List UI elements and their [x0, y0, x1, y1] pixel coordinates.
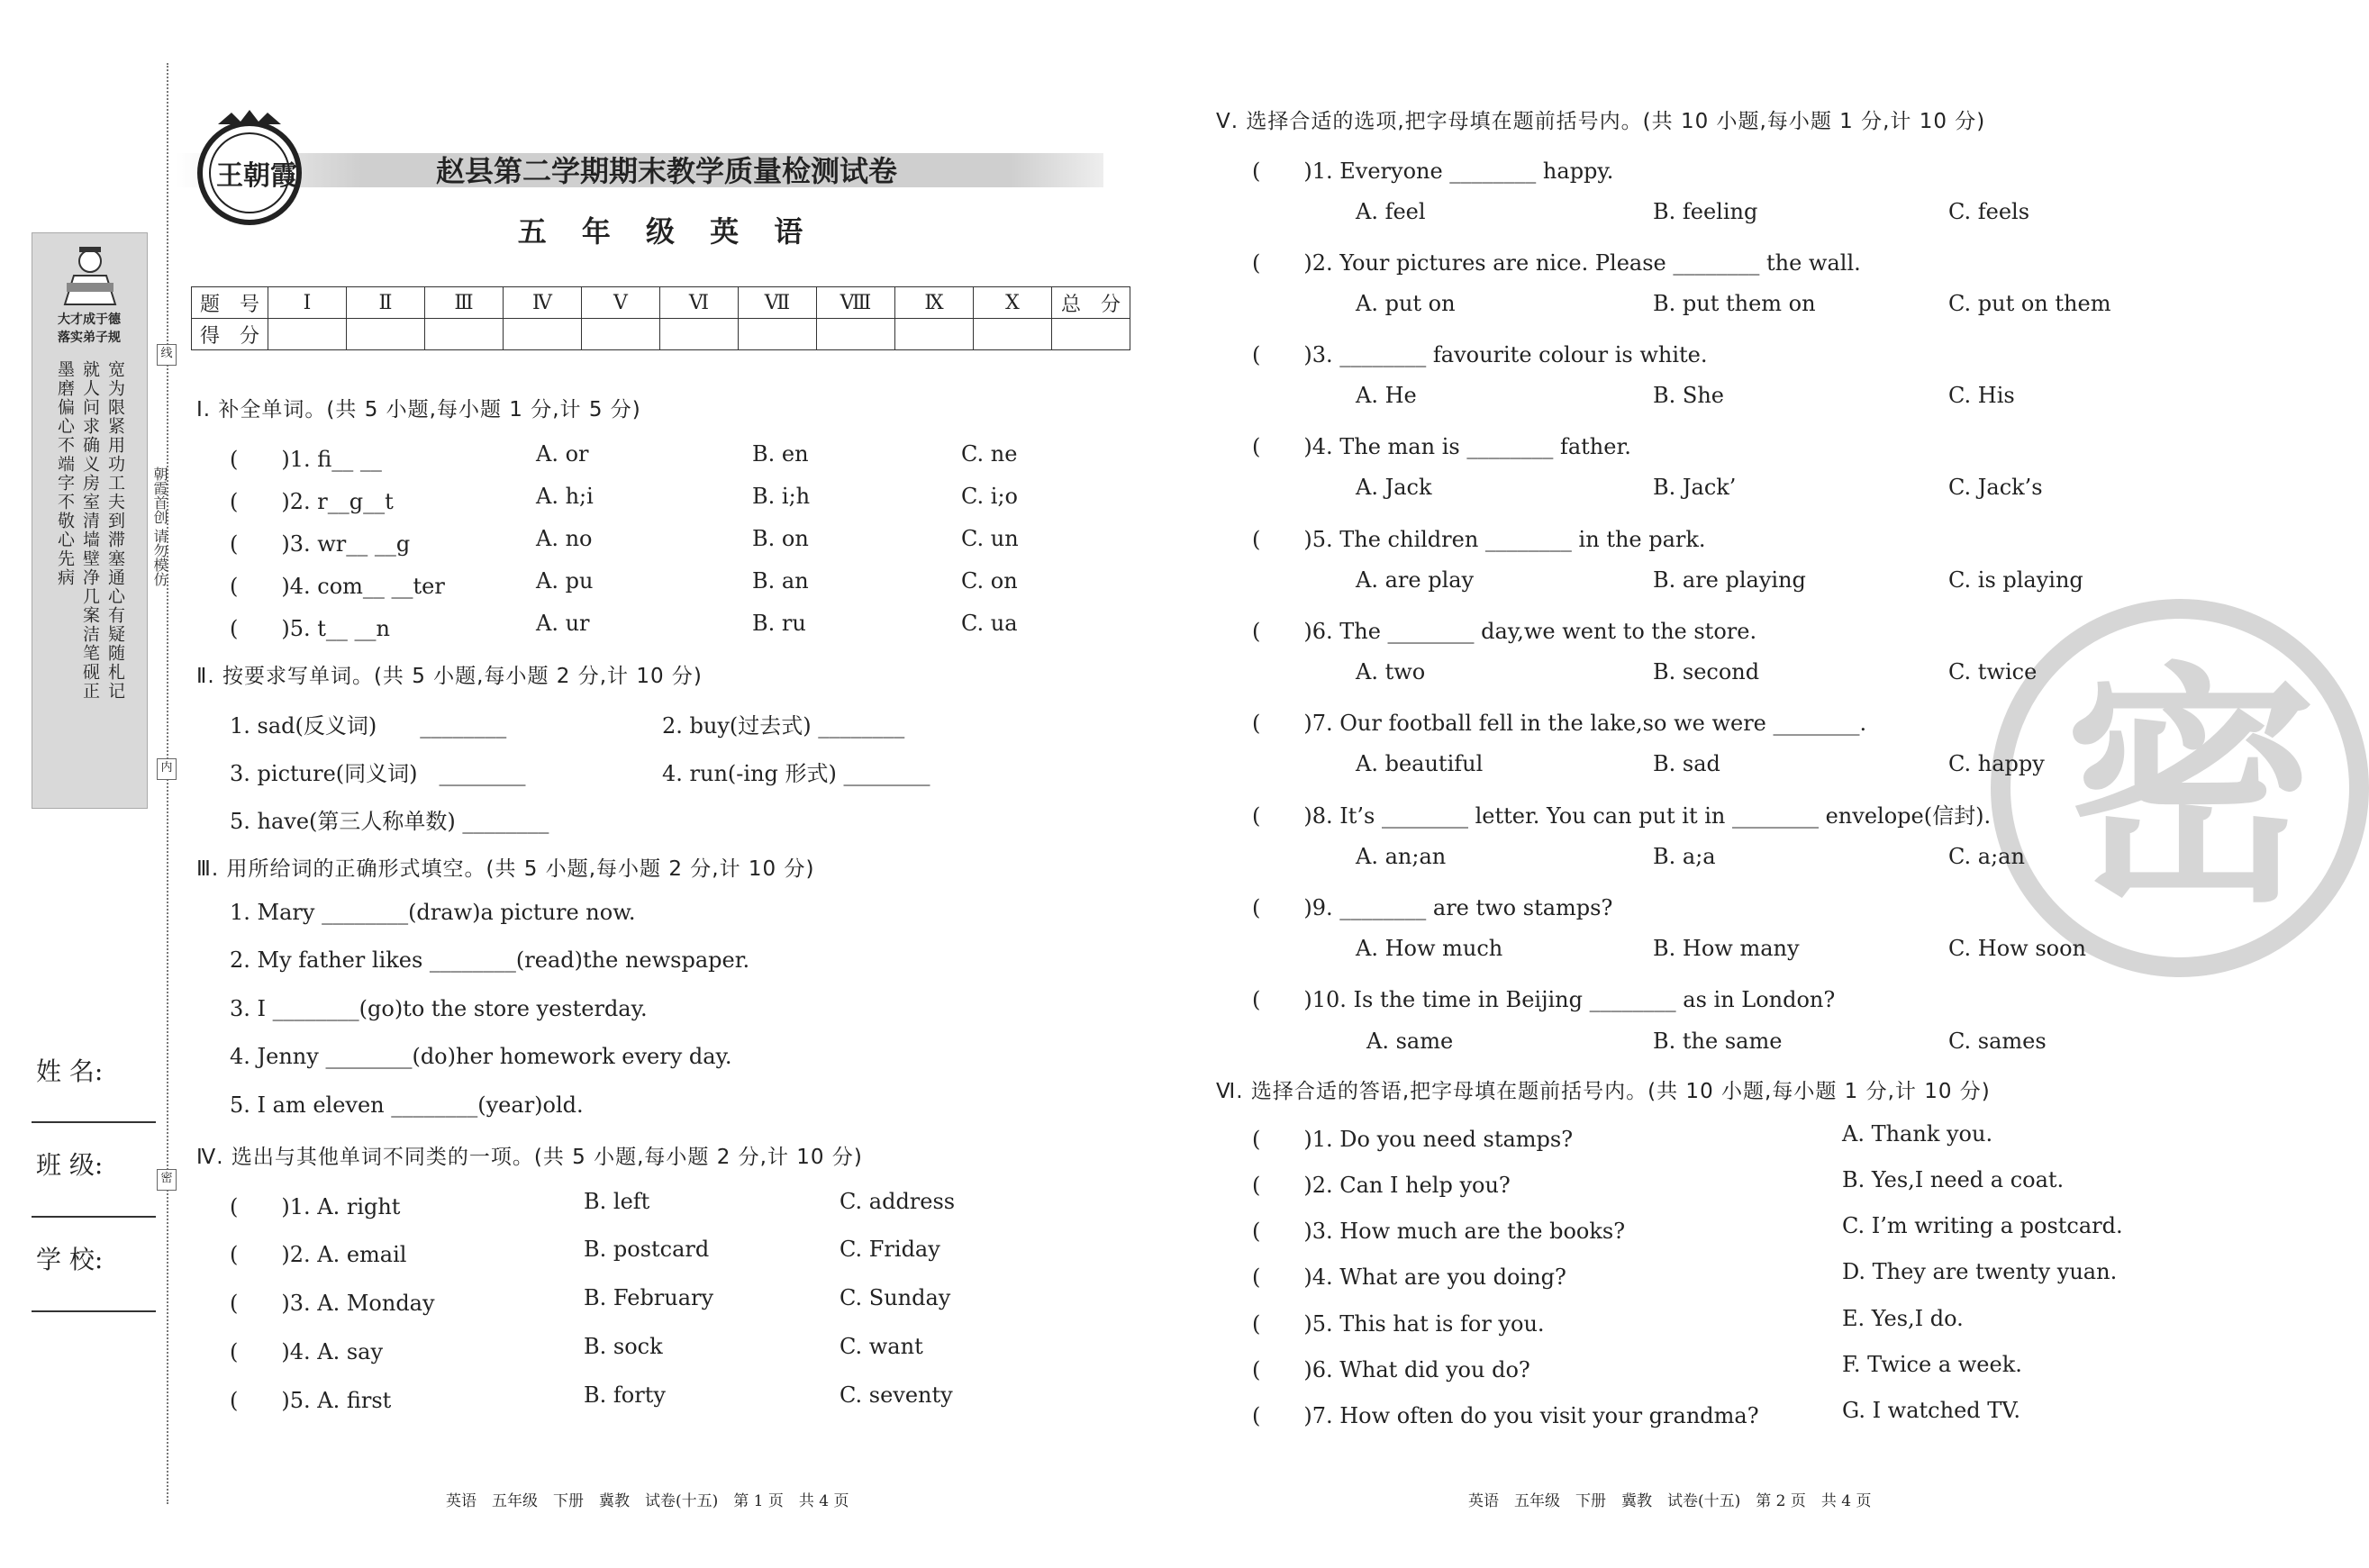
option-c: C. feels: [1948, 199, 2030, 224]
table-cell: Ⅱ: [347, 287, 425, 319]
score-table: [191, 286, 1130, 350]
option-c: C. a;an: [1948, 844, 2025, 869]
section-4-title: Ⅳ. 选出与其他单词不同类的一项。(共 5 小题,每小题 2 分,计 10 分): [196, 1146, 863, 1169]
section-3-title: Ⅲ. 用所给词的正确形式填空。(共 5 小题,每小题 2 分,计 10 分): [196, 857, 815, 881]
option-b: B. February: [584, 1285, 714, 1310]
logo-text: 王朝霞: [216, 160, 297, 192]
question: 5. I am eleven ________(year)old.: [230, 1092, 584, 1118]
binding-mark: 线: [157, 344, 177, 366]
score-cell[interactable]: [425, 319, 504, 350]
option-a: A. are play: [1356, 567, 1475, 593]
question: ( )8. It’s ________ letter. You can put it in ________ envelope(信封).: [1252, 803, 1992, 829]
question: 1. Mary ________(draw)a picture now.: [230, 900, 636, 925]
school-label: 学 校:: [36, 1245, 104, 1274]
question: ( )4. The man is ________ father.: [1252, 434, 1631, 459]
class-label: 班 级:: [36, 1150, 104, 1180]
confidential-seal: [1991, 599, 2369, 977]
option-c: C. ne: [961, 441, 1018, 467]
option-b: B. a;a: [1653, 844, 1716, 869]
question: ( )4. What are you doing?: [1252, 1264, 1566, 1290]
question: 3. I ________(go)to the store yesterday.: [230, 996, 648, 1021]
answer-option: E. Yes,I do.: [1842, 1306, 1964, 1331]
page-footer: 英语 五年级 下册 冀教 试卷(十五) 第 1 页 共 4 页: [446, 1492, 849, 1510]
motto-column: 宽为限紧用功工夫到滞塞通心有疑随札记: [105, 360, 125, 701]
question: 3. picture(同义词) ________: [230, 761, 526, 786]
option-c: C. His: [1948, 383, 2015, 408]
score-cell[interactable]: [660, 319, 739, 350]
table-cell: 总 分: [1052, 287, 1130, 319]
motto-title: 大才成于德 落实弟子规: [58, 313, 121, 345]
question: ( )7. How often do you visit your grandma?: [1252, 1403, 1759, 1428]
school-field[interactable]: [32, 1310, 156, 1312]
question: ( )3. wr__ __g: [230, 531, 411, 557]
score-cell[interactable]: [504, 319, 582, 350]
name-label: 姓 名:: [36, 1056, 104, 1086]
score-cell[interactable]: [347, 319, 425, 350]
question: ( )5. A. first: [230, 1388, 392, 1413]
option-c: C. put on them: [1948, 291, 2111, 316]
question: ( )3. A. Monday: [230, 1291, 435, 1316]
question: ( )1. fi__ __: [230, 447, 382, 472]
option-c: C. happy: [1948, 751, 2045, 776]
answer-option: F. Twice a week.: [1842, 1352, 2022, 1377]
option-a: A. feel: [1356, 199, 1426, 224]
subject-title: 五 年 级 英 语: [517, 214, 816, 249]
question: 4. Jenny ________(do)her homework every day.: [230, 1044, 732, 1069]
option-b: B. second: [1653, 659, 1760, 684]
question: ( )2. A. email: [230, 1242, 407, 1267]
option-b: B. sock: [584, 1334, 663, 1359]
section-5-title: Ⅴ. 选择合适的选项,把字母填在题前括号内。(共 10 小题,每小题 1 分,计 10 分): [1216, 110, 1986, 133]
answer-option: D. They are twenty yuan.: [1842, 1259, 2118, 1284]
question: ( )1. Everyone ________ happy.: [1252, 159, 1614, 184]
option-b: B. ru: [752, 611, 806, 636]
option-c: C. twice: [1948, 659, 2038, 684]
option-b: B. put them on: [1653, 291, 1816, 316]
option-b: B. are playing: [1653, 567, 1806, 593]
question: ( )10. Is the time in Beijing ________ as in London?: [1252, 987, 1836, 1012]
answer-option: B. Yes,I need a coat.: [1842, 1167, 2065, 1192]
question: ( )9. ________ are two stamps?: [1252, 895, 1613, 920]
question: ( )7. Our football fell in the lake,so we were ________.: [1252, 711, 1867, 736]
option-c: C. Jack’s: [1948, 475, 2043, 500]
binding-mark: 内: [157, 758, 177, 780]
option-a: A. or: [536, 441, 589, 467]
question: ( )5. t__ __n: [230, 616, 390, 641]
table-cell: Ⅶ: [739, 287, 817, 319]
option-b: B. sad: [1653, 751, 1720, 776]
option-b: B. i;h: [752, 484, 811, 509]
page-footer: 英语 五年级 下册 冀教 试卷(十五) 第 2 页 共 4 页: [1468, 1492, 1872, 1510]
table-cell: Ⅰ: [268, 287, 347, 319]
table-cell: Ⅷ: [817, 287, 895, 319]
option-b: B. feeling: [1653, 199, 1758, 224]
question: ( )6. The ________ day,we went to the store.: [1252, 619, 1757, 644]
score-cell[interactable]: [1052, 319, 1130, 350]
score-header-row: [192, 287, 1130, 319]
table-cell: Ⅹ: [974, 287, 1052, 319]
option-a: A. h;i: [536, 484, 594, 509]
scholar-icon: [54, 241, 126, 309]
score-cell[interactable]: [739, 319, 817, 350]
option-b: B. How many: [1653, 936, 1800, 961]
question: ( )2. Can I help you?: [1252, 1173, 1511, 1198]
binding-dotted-line: [167, 63, 168, 1504]
motto-column: 就人问求确义房室清墙壁净几案洁笔砚正: [80, 360, 100, 701]
score-cell[interactable]: [582, 319, 660, 350]
answer-option: A. Thank you.: [1842, 1121, 1993, 1147]
question: 5. have(第三人称单数) ________: [230, 809, 549, 834]
score-cell[interactable]: [817, 319, 895, 350]
option-b: B. postcard: [584, 1237, 710, 1262]
name-field[interactable]: [32, 1121, 156, 1123]
score-cell[interactable]: [974, 319, 1052, 350]
option-a: A. Jack: [1356, 475, 1432, 500]
option-c: C. Sunday: [840, 1285, 951, 1310]
option-a: A. put on: [1356, 291, 1456, 316]
class-field[interactable]: [32, 1216, 156, 1218]
question: ( )4. A. say: [230, 1339, 384, 1364]
option-a: A. pu: [536, 568, 594, 594]
score-cell[interactable]: [268, 319, 347, 350]
question: ( )5. The children ________ in the park.: [1252, 527, 1706, 552]
option-c: C. un: [961, 526, 1019, 551]
option-c: C. want: [840, 1334, 923, 1359]
option-a: A. two: [1356, 659, 1426, 684]
option-b: B. on: [752, 526, 809, 551]
option-c: C. i;o: [961, 484, 1018, 509]
option-a: A. an;an: [1356, 844, 1447, 869]
option-c: C. is playing: [1948, 567, 2083, 593]
option-b: B. en: [752, 441, 809, 467]
question: ( )2. Your pictures are nice. Please ________ the wall.: [1252, 250, 1861, 276]
option-a: A. He: [1356, 383, 1417, 408]
question: ( )3. How much are the books?: [1252, 1219, 1626, 1244]
side-notice: 朝霞首创 请勿模仿: [151, 467, 168, 587]
table-cell: 题 号: [192, 287, 268, 319]
option-b: B. an: [752, 568, 809, 594]
question: ( )5. This hat is for you.: [1252, 1311, 1545, 1337]
option-c: C. address: [840, 1189, 956, 1214]
question: 2. My father likes ________(read)the newspaper.: [230, 947, 750, 973]
table-cell: Ⅳ: [504, 287, 582, 319]
score-cell[interactable]: [895, 319, 974, 350]
binding-mark: 密: [157, 1169, 177, 1191]
question: ( )3. ________ favourite colour is white.: [1252, 342, 1708, 367]
question: ( )2. r__g__t: [230, 489, 394, 514]
option-a: A. no: [536, 526, 593, 551]
question: ( )4. com__ __ter: [230, 574, 445, 599]
score-value-row: [192, 319, 1130, 350]
option-b: B. Jack’: [1653, 475, 1737, 500]
section-2-title: Ⅱ. 按要求写单词。(共 5 小题,每小题 2 分,计 10 分): [196, 665, 703, 688]
option-b: B. She: [1653, 383, 1724, 408]
option-c: C. sames: [1948, 1029, 2047, 1054]
option-b: B. forty: [584, 1382, 666, 1408]
table-cell: Ⅲ: [425, 287, 504, 319]
table-cell: Ⅵ: [660, 287, 739, 319]
question: ( )1. A. right: [230, 1194, 401, 1219]
option-c: C. Friday: [840, 1237, 940, 1262]
option-c: C. How soon: [1948, 936, 2086, 961]
table-cell: 得 分: [192, 319, 268, 350]
question: 1. sad(反义词) ________: [230, 713, 507, 739]
option-b: B. the same: [1653, 1029, 1783, 1054]
exam-title: 赵县第二学期期末教学质量检测试卷: [435, 154, 897, 188]
option-a: A. How much: [1356, 936, 1503, 961]
option-c: C. ua: [961, 611, 1018, 636]
question: 2. buy(过去式) ________: [662, 713, 905, 739]
option-c: C. seventy: [840, 1382, 953, 1408]
question: ( )1. Do you need stamps?: [1252, 1127, 1574, 1152]
motto-column: 墨磨偏心不端字不敬心先病: [55, 360, 75, 587]
option-a: A. same: [1366, 1029, 1454, 1054]
option-b: B. left: [584, 1189, 650, 1214]
option-a: A. ur: [536, 611, 590, 636]
table-cell: Ⅴ: [582, 287, 660, 319]
section-6-title: Ⅵ. 选择合适的答语,把字母填在题前括号内。(共 10 小题,每小题 1 分,计 10 分): [1216, 1080, 1991, 1103]
seal-character: 密: [2065, 643, 2317, 937]
section-1-title: Ⅰ. 补全单词。(共 5 小题,每小题 1 分,计 5 分): [196, 398, 641, 421]
question: 4. run(-ing 形式) ________: [662, 761, 930, 786]
answer-option: G. I watched TV.: [1842, 1398, 2021, 1423]
answer-option: C. I’m writing a postcard.: [1842, 1213, 2123, 1238]
question: ( )6. What did you do?: [1252, 1357, 1530, 1382]
option-c: C. on: [961, 568, 1018, 594]
table-cell: Ⅸ: [895, 287, 974, 319]
option-a: A. beautiful: [1356, 751, 1484, 776]
